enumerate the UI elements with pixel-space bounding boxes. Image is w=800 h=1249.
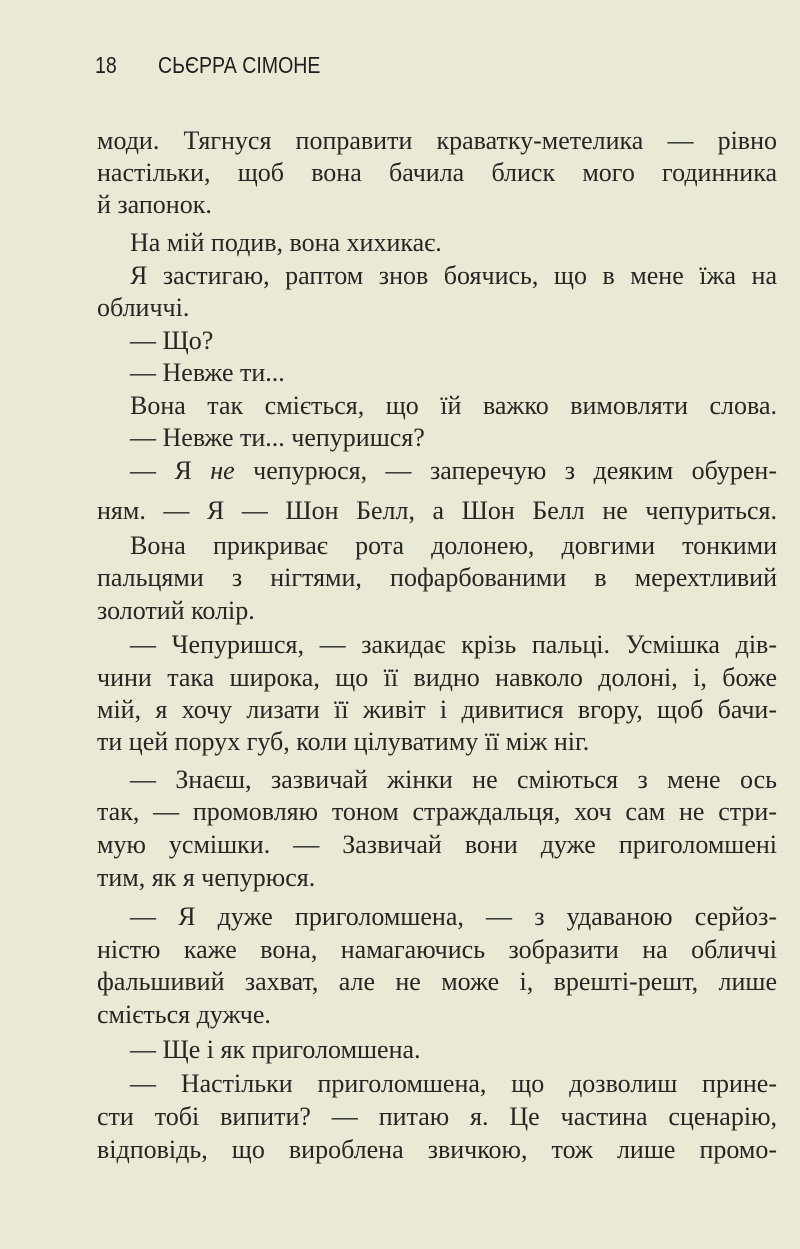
text-line: — Знаєш, зазвичай жінки не сміються з мене ось — [130, 765, 777, 794]
text-line: — Настільки приголомшена, що дозволиш прине- — [130, 1069, 777, 1098]
text-line: ням. — Я — Шон Белл, а Шон Белл не чепуриться. — [97, 496, 777, 525]
text-line: чини така широка, що її видно навколо долоні, і, боже — [97, 663, 777, 692]
text-line: мую усмішки. — Зазвичай вони дуже приголомшені — [97, 830, 777, 859]
text-line: Я застигаю, раптом знов боячись, що в мене їжа на — [130, 261, 777, 290]
text-line: ти цей порух губ, коли цілуватиму її між ніг. — [97, 727, 590, 756]
text-line: фальшивий захват, але не може і, врешті-решт, лише — [97, 967, 777, 996]
page-number: 18 — [95, 52, 117, 78]
text-line: — Я дуже приголомшена, — з удаваною серйоз- — [130, 902, 777, 931]
text-span: чепурюся, — заперечую з деяким обурен- — [234, 456, 778, 485]
text-line: Вона прикриває рота долонею, довгими тонкими — [130, 531, 777, 560]
text-line — [130, 456, 777, 486]
text-line: обличчі. — [97, 293, 190, 322]
emphasis: не — [210, 456, 235, 485]
text-line: мій, я хочу лизати її живіт і дивитися вгору, щоб бачи- — [97, 695, 777, 724]
text-line: пальцями з нігтями, пофарбованими в мерехтливий — [97, 563, 777, 592]
text-line: тим, як я чепурюся. — [97, 863, 316, 892]
text-span: — Я — [130, 456, 211, 485]
text-line: настільки, щоб вона бачила блиск мого годинника — [97, 158, 777, 187]
text-line: моди. Тягнуся поправити краватку-метелика — рівно — [97, 126, 777, 155]
text-line: Вона так сміється, що їй важко вимовляти слова. — [130, 391, 777, 420]
text-line: так, — промовляю тоном страждальця, хоч сам не стри- — [97, 797, 777, 826]
text-line: сміється дужче. — [97, 1000, 271, 1029]
text-line: ністю каже вона, намагаючись зобразити на обличчі — [97, 935, 777, 964]
running-title: СЬЄРРА СІМОНЕ — [158, 52, 321, 78]
text-line: — Чепуришся, — закидає крізь пальці. Усмішка дів- — [130, 630, 777, 659]
text-line: — Невже ти... чепуришся? — [130, 423, 425, 452]
text-line: — Що? — [130, 326, 214, 355]
text-line: — Ще і як приголомшена. — [130, 1035, 421, 1064]
text-line: На мій подив, вона хихикає. — [130, 228, 442, 257]
text-line: сти тобі випити? — питаю я. Це частина сценарію, — [97, 1102, 777, 1131]
text-line: й запонок. — [97, 190, 212, 219]
text-line: — Невже ти... — [130, 358, 285, 387]
text-line: відповідь, що вироблена звичкою, тож лише промо- — [97, 1135, 777, 1164]
text-line: золотий колір. — [97, 596, 255, 625]
